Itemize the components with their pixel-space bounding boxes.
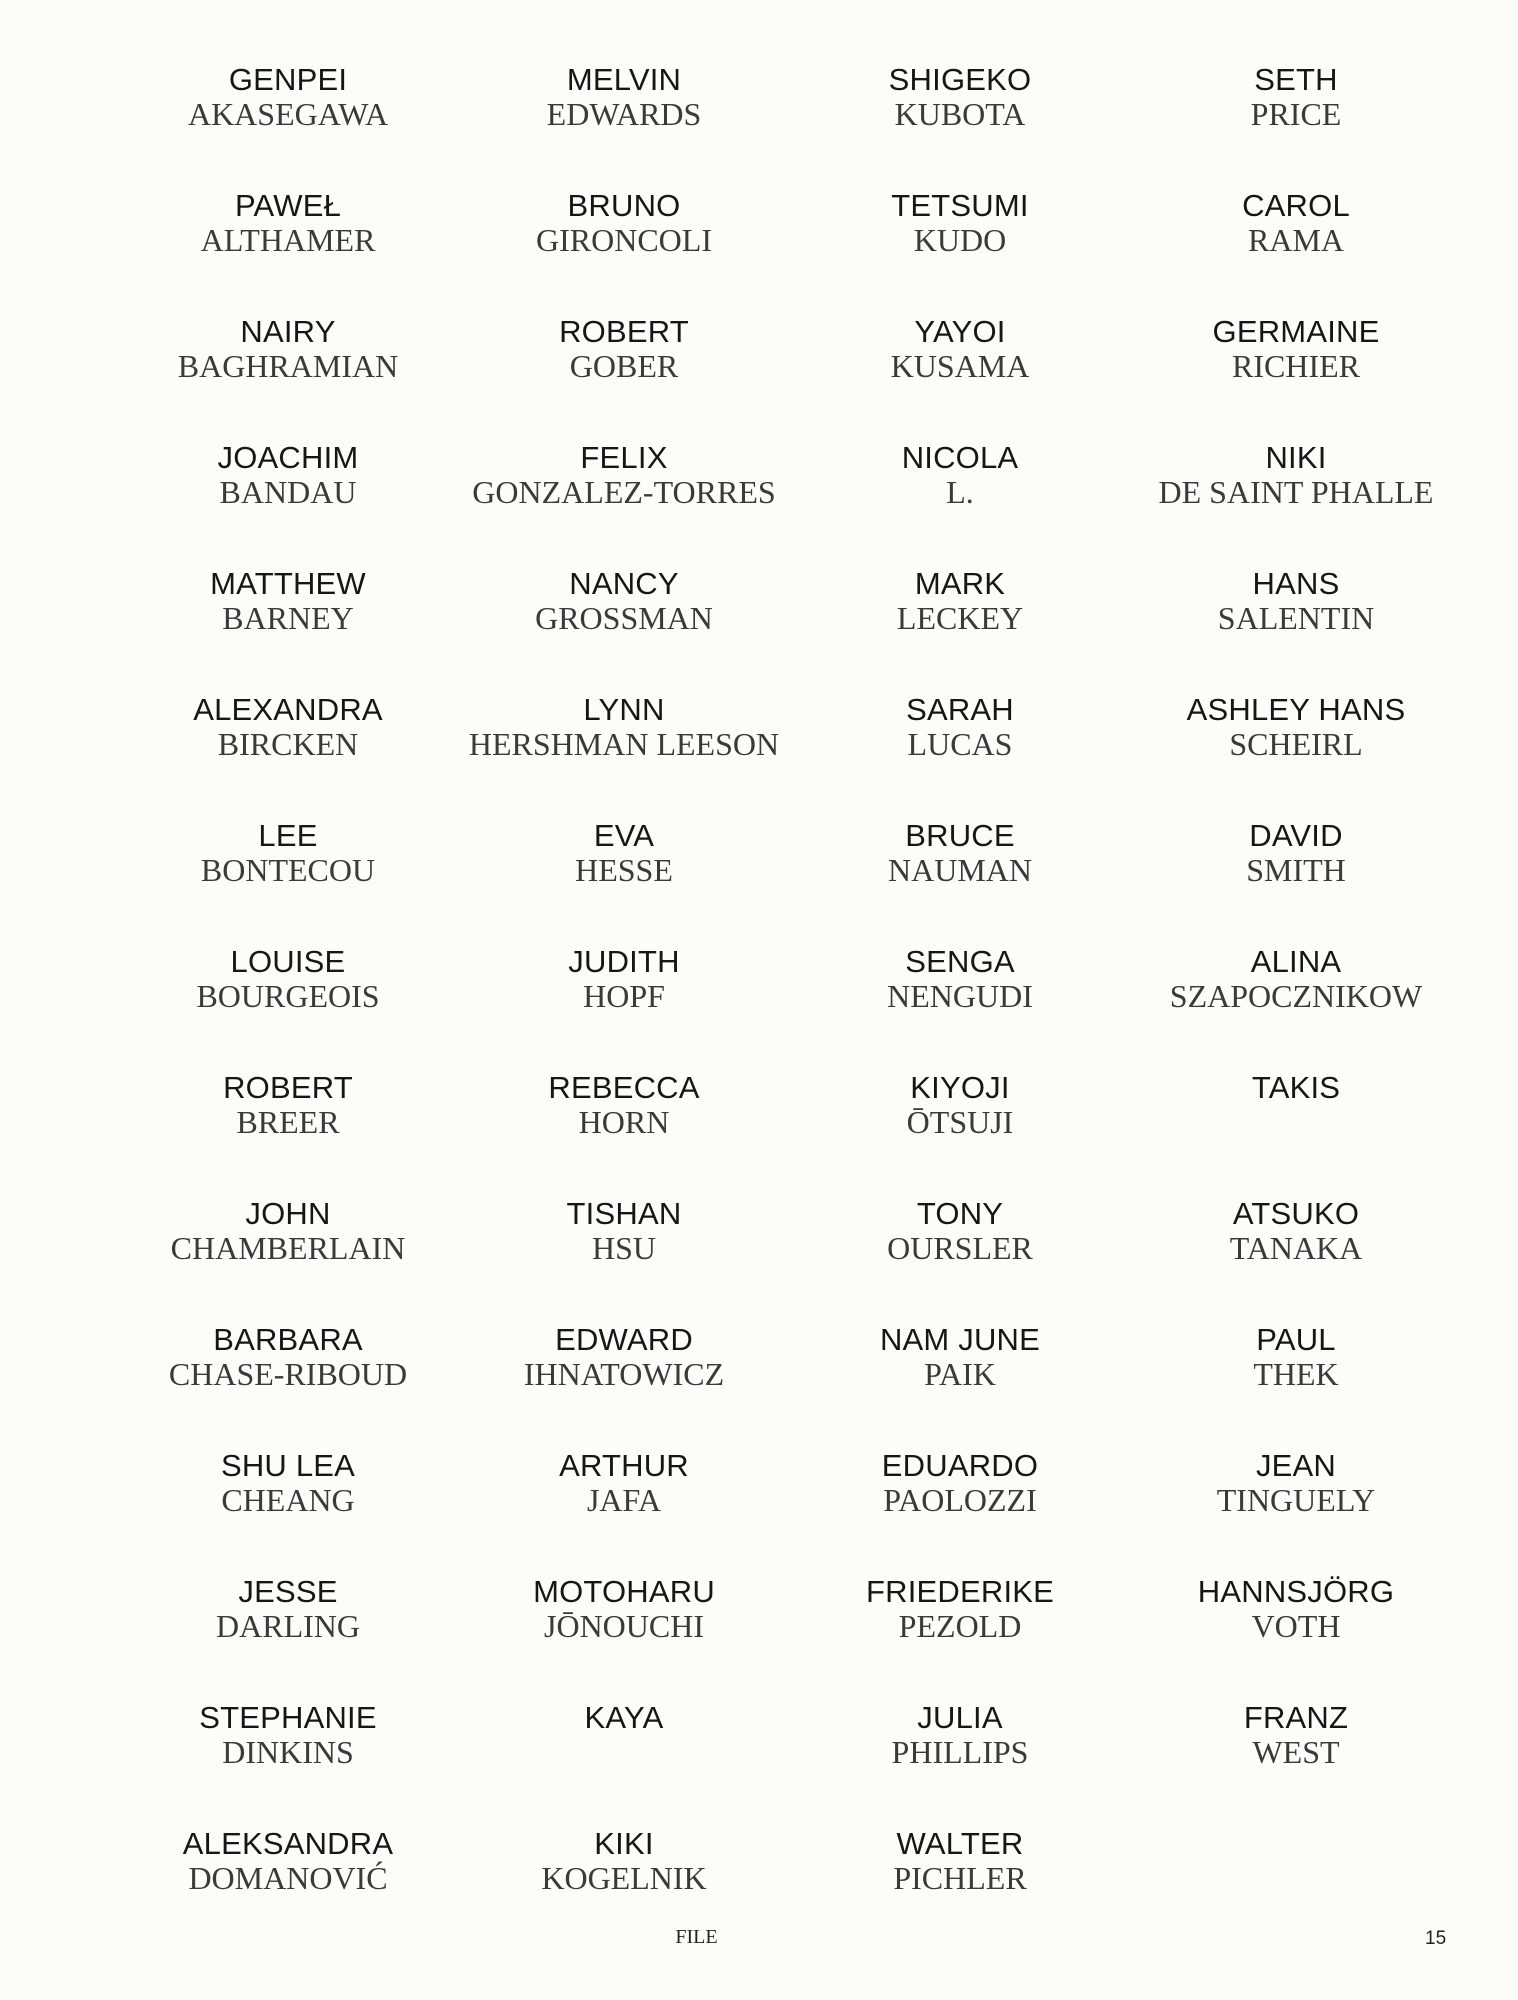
- artist-entry: [456, 1701, 792, 1827]
- artist-last-name: IHNATOWICZ: [523, 1356, 725, 1392]
- artist-entry: [456, 819, 792, 945]
- artist-entry: [456, 1197, 792, 1323]
- artist-last-name: L.: [946, 474, 974, 510]
- artist-last-name: RAMA: [1247, 222, 1344, 258]
- artist-first-name: JOACHIM: [217, 440, 359, 475]
- artist-last-name: BOURGEOIS: [196, 978, 380, 1014]
- artist-entry: [456, 567, 792, 693]
- artist-first-name: ALINA: [1250, 944, 1342, 979]
- artist-first-name: SHIGEKO: [888, 62, 1032, 97]
- artist-last-name: VOTH: [1251, 1608, 1341, 1644]
- artist-entry: [456, 63, 792, 189]
- artist-first-name: JOHN: [245, 1196, 331, 1231]
- artist-last-name: KUDO: [913, 222, 1007, 258]
- artist-first-name: PAWEŁ: [234, 188, 342, 223]
- artist-first-name: BRUCE: [905, 818, 1015, 853]
- artist-first-name: JUDITH: [568, 944, 680, 979]
- artist-first-name: KAYA: [584, 1700, 664, 1735]
- artist-entry: [120, 315, 456, 441]
- artist-entry: [792, 567, 1128, 693]
- artist-entry: [120, 1449, 456, 1575]
- artist-last-name: HESSE: [575, 852, 673, 888]
- artist-entry: [1128, 1701, 1464, 1827]
- artist-entry: [1128, 567, 1464, 693]
- artist-last-name: LECKEY: [896, 600, 1024, 636]
- artist-last-name: NENGUDI: [887, 978, 1033, 1014]
- artist-first-name: TISHAN: [566, 1196, 682, 1231]
- artist-last-name: AKASEGAWA: [187, 96, 389, 132]
- artist-first-name: KIYOJI: [910, 1070, 1010, 1105]
- artist-first-name: DAVID: [1249, 818, 1343, 853]
- artist-last-name: TANAKA: [1229, 1230, 1363, 1266]
- artist-last-name: BANDAU: [219, 474, 357, 510]
- artist-first-name: ALEXANDRA: [193, 692, 383, 727]
- artist-first-name: FELIX: [580, 440, 668, 475]
- artist-last-name: GONZALEZ-TORRES: [472, 474, 776, 510]
- artist-entry: [1128, 1071, 1464, 1197]
- artist-entry: [120, 1071, 456, 1197]
- artist-entry: [120, 441, 456, 567]
- artist-last-name: KOGELNIK: [541, 1860, 707, 1896]
- artist-entry: [456, 693, 792, 819]
- artist-last-name: LUCAS: [907, 726, 1013, 762]
- artist-last-name: KUSAMA: [890, 348, 1030, 384]
- artist-first-name: MATTHEW: [210, 566, 366, 601]
- artist-last-name: DINKINS: [222, 1734, 354, 1770]
- artist-first-name: SETH: [1254, 62, 1338, 97]
- artist-first-name: BARBARA: [213, 1322, 363, 1357]
- artist-first-name: LYNN: [583, 692, 665, 727]
- artist-last-name: GOBER: [569, 348, 679, 384]
- artist-entry: [792, 1323, 1128, 1449]
- artist-last-name: SMITH: [1246, 852, 1346, 888]
- artist-entry: [1128, 189, 1464, 315]
- artist-last-name: RICHIER: [1232, 348, 1360, 384]
- artist-first-name: TETSUMI: [891, 188, 1029, 223]
- artist-entry: [792, 1449, 1128, 1575]
- artist-first-name: ROBERT: [559, 314, 689, 349]
- artist-last-name: THEK: [1253, 1356, 1339, 1392]
- artist-first-name: NICOLA: [901, 440, 1019, 475]
- artist-last-name: HOPF: [583, 978, 665, 1014]
- artist-entry: [120, 1197, 456, 1323]
- artist-first-name: NAM JUNE: [879, 1322, 1041, 1357]
- artist-entry: [792, 315, 1128, 441]
- artist-first-name: EDUARDO: [881, 1448, 1039, 1483]
- artist-entry: [120, 945, 456, 1071]
- artist-entry: [456, 189, 792, 315]
- artist-first-name: SHU LEA: [220, 1448, 356, 1483]
- artist-first-name: ARTHUR: [559, 1448, 689, 1483]
- artist-entry: [120, 1575, 456, 1701]
- artist-entry: [792, 1071, 1128, 1197]
- artist-last-name: PICHLER: [893, 1860, 1027, 1896]
- artist-entry: [792, 1197, 1128, 1323]
- artist-entry: [120, 1323, 456, 1449]
- artist-entry: [456, 1071, 792, 1197]
- artist-first-name: TAKIS: [1251, 1070, 1341, 1105]
- artist-last-name: ALTHAMER: [200, 222, 376, 258]
- artist-last-name: SZAPOCZNIKOW: [1169, 978, 1423, 1014]
- artist-entry: [1128, 1197, 1464, 1323]
- artist-last-name: GROSSMAN: [535, 600, 713, 636]
- artist-first-name: JEAN: [1255, 1448, 1337, 1483]
- artist-last-name: BIRCKEN: [217, 726, 359, 762]
- artist-last-name: JAFA: [586, 1482, 662, 1518]
- artist-first-name: REBECCA: [548, 1070, 700, 1105]
- artist-last-name: GIRONCOLI: [536, 222, 712, 258]
- artist-first-name: HANS: [1252, 566, 1340, 601]
- artist-last-name: BONTECOU: [200, 852, 376, 888]
- artist-first-name: LOUISE: [230, 944, 346, 979]
- artist-first-name: FRIEDERIKE: [865, 1574, 1055, 1609]
- artist-name-grid: [0, 63, 1518, 1953]
- artist-last-name: PHILLIPS: [891, 1734, 1029, 1770]
- artist-first-name: CAROL: [1242, 188, 1350, 223]
- artist-first-name: GENPEI: [228, 62, 348, 97]
- artist-entry: [456, 315, 792, 441]
- artist-last-name: CHASE-RIBOUD: [168, 1356, 408, 1392]
- artist-first-name: STEPHANIE: [199, 1700, 377, 1735]
- artist-last-name: TINGUELY: [1216, 1482, 1376, 1518]
- artist-last-name: DARLING: [216, 1608, 360, 1644]
- artist-entry: [1128, 1575, 1464, 1701]
- artist-first-name: TONY: [916, 1196, 1004, 1231]
- artist-last-name: BAGHRAMIAN: [177, 348, 399, 384]
- artist-first-name: YAYOI: [914, 314, 1006, 349]
- artist-entry: [1128, 1323, 1464, 1449]
- artist-entry: [456, 1323, 792, 1449]
- page-number: 15: [1425, 1928, 1447, 1949]
- artist-last-name: BREER: [236, 1104, 340, 1140]
- artist-last-name: CHEANG: [221, 1482, 355, 1518]
- artist-first-name: JESSE: [238, 1574, 338, 1609]
- artist-last-name: PAOLOZZI: [883, 1482, 1037, 1518]
- artist-entry: [456, 1575, 792, 1701]
- artist-first-name: GERMAINE: [1212, 314, 1380, 349]
- artist-last-name: SALENTIN: [1217, 600, 1375, 636]
- artist-entry: [1128, 441, 1464, 567]
- footer-magazine-label: FILE: [675, 1926, 718, 1948]
- artist-entry: [120, 63, 456, 189]
- artist-last-name: DE SAINT PHALLE: [1158, 474, 1434, 510]
- artist-entry: [120, 567, 456, 693]
- artist-entry: [792, 1575, 1128, 1701]
- artist-entry: [456, 441, 792, 567]
- artist-entry: [120, 1701, 456, 1827]
- artist-last-name: SCHEIRL: [1229, 726, 1363, 762]
- artist-first-name: ATSUKO: [1232, 1196, 1360, 1231]
- artist-entry: [1128, 1449, 1464, 1575]
- artist-entry: [456, 945, 792, 1071]
- artist-first-name: JULIA: [917, 1700, 1003, 1735]
- artist-last-name: DOMANOVIĆ: [188, 1860, 388, 1896]
- artist-entry: [1128, 315, 1464, 441]
- artist-entry: [792, 189, 1128, 315]
- artist-last-name: HSU: [591, 1230, 656, 1266]
- artist-entry: [120, 189, 456, 315]
- artist-first-name: NIKI: [1265, 440, 1327, 475]
- artist-first-name: PAUL: [1256, 1322, 1336, 1357]
- artist-entry: [1128, 819, 1464, 945]
- artist-first-name: BRUNO: [567, 188, 681, 223]
- artist-first-name: SARAH: [906, 692, 1014, 727]
- artist-first-name: EDWARD: [555, 1322, 693, 1357]
- artist-entry: [792, 693, 1128, 819]
- artist-entry: [1128, 693, 1464, 819]
- artist-last-name: NAUMAN: [888, 852, 1032, 888]
- artist-last-name: ŌTSUJI: [906, 1104, 1014, 1140]
- artist-first-name: SENGA: [905, 944, 1015, 979]
- artist-first-name: MOTOHARU: [533, 1574, 715, 1609]
- artist-entry: [792, 945, 1128, 1071]
- artist-first-name: FRANZ: [1243, 1700, 1349, 1735]
- artist-entry: [792, 441, 1128, 567]
- artist-last-name: OURSLER: [887, 1230, 1033, 1266]
- artist-first-name: HANNSJÖRG: [1197, 1574, 1395, 1609]
- artist-first-name: NAIRY: [240, 314, 336, 349]
- artist-first-name: ALEKSANDRA: [182, 1826, 394, 1861]
- artist-last-name: KUBOTA: [894, 96, 1026, 132]
- artist-last-name: HORN: [578, 1104, 670, 1140]
- artist-last-name: WEST: [1252, 1734, 1340, 1770]
- artist-first-name: ASHLEY HANS: [1186, 692, 1406, 727]
- artist-first-name: WALTER: [896, 1826, 1024, 1861]
- artist-last-name: JŌNOUCHI: [544, 1608, 704, 1644]
- artist-first-name: KIKI: [594, 1826, 654, 1861]
- artist-last-name: PAIK: [924, 1356, 996, 1392]
- artist-entry: [1128, 63, 1464, 189]
- artist-last-name: BARNEY: [222, 600, 354, 636]
- artist-last-name: HERSHMAN LEESON: [468, 726, 780, 762]
- artist-last-name: PRICE: [1250, 96, 1342, 132]
- artist-entry: [120, 693, 456, 819]
- artist-last-name: EDWARDS: [546, 96, 702, 132]
- artist-entry: [792, 63, 1128, 189]
- artist-last-name: CHAMBERLAIN: [170, 1230, 406, 1266]
- artist-first-name: ROBERT: [223, 1070, 353, 1105]
- artist-first-name: EVA: [593, 818, 655, 853]
- artist-first-name: LEE: [258, 818, 318, 853]
- artist-entry: [792, 819, 1128, 945]
- artist-entry: [456, 1449, 792, 1575]
- artist-entry: [120, 819, 456, 945]
- artist-first-name: MARK: [914, 566, 1006, 601]
- artist-entry: [792, 1701, 1128, 1827]
- artist-entry: [1128, 945, 1464, 1071]
- artist-first-name: NANCY: [569, 566, 679, 601]
- artist-last-name: PEZOLD: [898, 1608, 1022, 1644]
- artist-first-name: MELVIN: [566, 62, 682, 97]
